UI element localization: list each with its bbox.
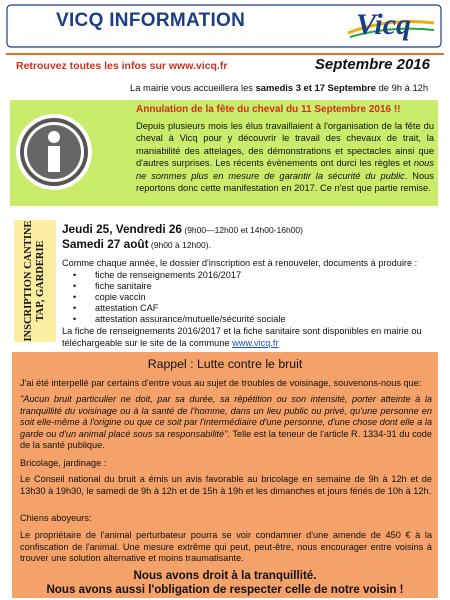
info-icon xyxy=(14,112,94,192)
website-line: Retrouvez toutes les infos sur www.vicq.fr xyxy=(16,60,228,72)
chiens-text: Le propriétaire de l'animal perturbateur pourra se voir condamner d'une amende de 450 € à la confiscation de l'animal. Une mesure extrême qui peut, peut-être, nous encourager entre voisins à trouver une solution alternative et moins traumatisante. xyxy=(20,530,432,564)
mairie-dates: samedis 3 et 17 Septembre xyxy=(255,82,376,93)
info-body-a: Depuis plusieurs mois les élus travaillaient à l'organisation de la fête du cheval à Vicq pour y découvrir le travail des chevaux de trait, la maniabilité des attelages, des démonstrations et spectacles ainsi que d'autres surprises. Les récents évènements ont durci les règles et xyxy=(136,121,434,169)
list-item: • fiche de renseignements 2016/2017 xyxy=(95,270,286,281)
inscription-footer xyxy=(62,326,438,349)
bricolage-heading: Bricolage, jardinage : xyxy=(20,458,107,468)
vicq-logo xyxy=(344,3,438,45)
logo-text: Vicq xyxy=(356,8,412,41)
inscription-intro: Comme chaque année, le dossier d'inscription est à renouveler, documents à produire : xyxy=(62,258,418,268)
mairie-suffix: de 9h à 12h xyxy=(375,82,429,93)
list-item: • attestation CAF xyxy=(95,303,286,314)
inscription-footer-text: La fiche de renseignements 2016/2017 et la fiche sanitaire sont disponibles en mairie ou téléchargeable sur le site de la commune xyxy=(62,326,422,348)
vertical-line-1: INSCRIPTION CANTINE xyxy=(23,220,34,342)
issue-month: Septembre 2016 xyxy=(314,56,430,73)
info-body-italic: nous ne sommes plus en mesure de garantir la sécurité du public xyxy=(136,158,434,181)
header-divider xyxy=(6,53,444,55)
inscription-date-1 xyxy=(62,222,303,236)
closing-line-2: Nous avons aussi l'obligation de respecter celle de notre voisin ! xyxy=(46,583,404,596)
inscription-vertical-label xyxy=(23,220,47,341)
list-item: • attestation assurance/mutuelle/sécurité sociale xyxy=(95,314,286,325)
info-body xyxy=(136,120,434,194)
mairie-hours xyxy=(130,82,434,93)
noise-title: Rappel : Lutte contre le bruit xyxy=(147,357,303,371)
website-link[interactable]: www.vicq.fr xyxy=(232,337,279,348)
page-title: VICQ INFORMATION xyxy=(56,10,246,31)
closing-line-1: Nous avons droit à la tranquillité. xyxy=(133,569,317,582)
documents-list xyxy=(95,270,286,325)
noise-intro: J'ai été interpellé par certains d'entre vous au sujet de troubles de voisinage, souvenons-nous que: xyxy=(20,378,422,388)
vertical-line-2: TAP, GARDERIE xyxy=(35,240,46,322)
noise-quote-tail: Telle est la teneur de l'article R. 1334-31 du code de la santé publique. xyxy=(20,428,433,451)
chiens-heading: Chiens aboyeurs: xyxy=(20,513,92,523)
info-body-b: . Nous reportons donc cette manifestation en 2017. Ce n'est que partie remise. xyxy=(136,170,434,194)
date2: Samedi 27 août xyxy=(62,237,149,251)
bricolage-text: Le Conseil national du bruit a émis un avis favorable au bricolage en semaine de 9h à 12h et de 13h30 à 19h30, le samedi de 9h à 12h et de 15h à 19h et les dimanches et jours fériés de 10h à 12h. xyxy=(20,474,432,496)
noise-quote xyxy=(20,394,432,452)
mairie-prefix: La mairie vous accueillera les xyxy=(130,82,256,93)
list-item: • fiche sanitaire xyxy=(95,281,286,292)
date1-hours: (9h00—12h00 et 14h00-16h00) xyxy=(182,225,303,235)
info-title: Annulation de la fête du cheval du 11 Septembre 2016 !! xyxy=(136,104,401,115)
inscription-date-2 xyxy=(62,237,211,251)
noise-quote-italic: "Aucun bruit particulier ne doit, par sa durée, sa répétition ou son intensité, porter atteinte à la tranquillité du voisinage ou à la santé de l'homme, dans un lieu public ou privé, qu'une personne en soit elle-même à l'origine ou que ce soit par l'intermédiaire d'une personne, d'une chose dont elle a la garde ou d'un animal placé sous sa responsabilité". xyxy=(20,394,432,439)
date1: Jeudi 25, Vendredi 26 xyxy=(62,222,182,236)
list-item: • copie vaccin xyxy=(95,292,286,303)
date2-hours: (9h00 à 12h00). xyxy=(148,240,211,250)
